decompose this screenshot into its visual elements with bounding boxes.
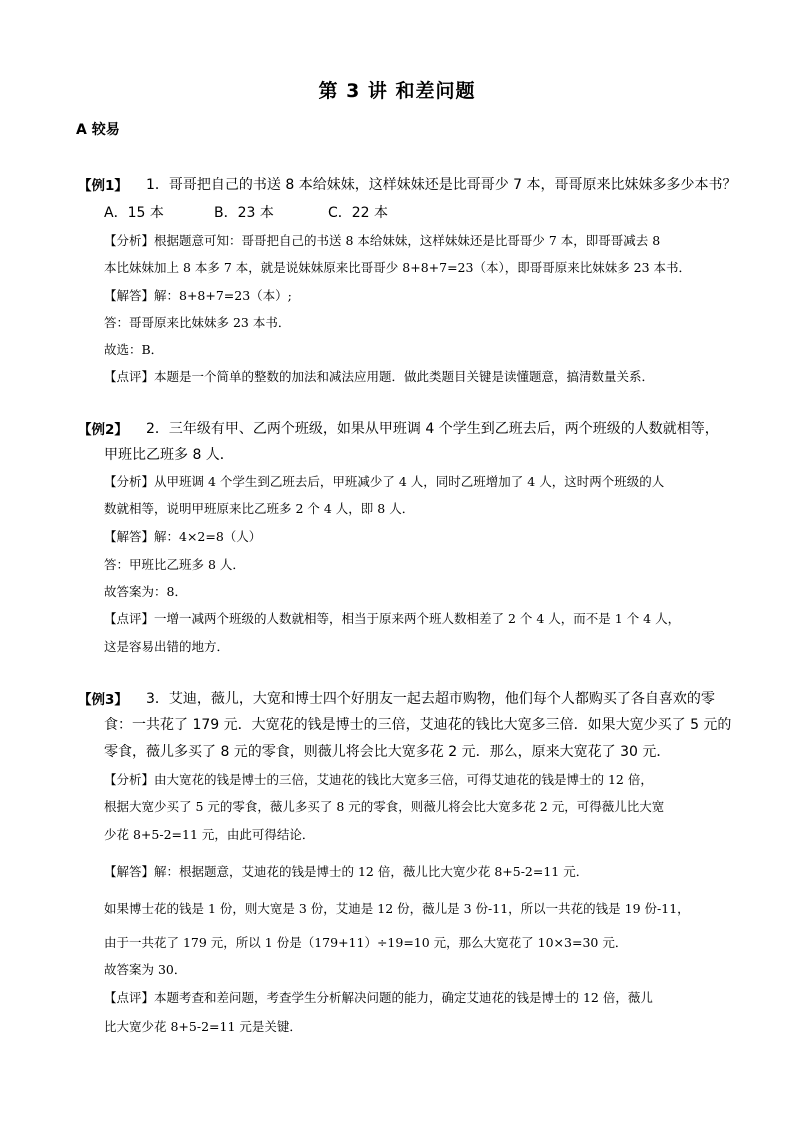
example-1-tag: 【例1】	[78, 178, 128, 194]
solution-line: 【解答】解：8+8+7=23（本）;	[104, 288, 292, 303]
example-2-tag: 【例2】	[78, 422, 128, 438]
analysis-line: 根据大宽少买了 5 元的零食，薇儿多买了 8 元的零食，则薇儿将会比大宽多花 2 元，可得薇儿比大宽	[104, 799, 665, 814]
choice-line: 故选：B．	[104, 342, 164, 357]
analysis-line: 【分析】根据题意可知：哥哥把自己的书送 8 本给妹妹，这样妹妹还是比哥哥少 7 本，即哥哥减去 8	[104, 233, 661, 248]
analysis-line: 【分析】由大宽花的钱是博士的三倍，艾迪花的钱比大宽多三倍，可得艾迪花的钱是博士的 12 倍，	[104, 772, 653, 787]
solution-line: 【解答】解：4×2=8（人）	[104, 529, 262, 544]
example-1-question: 1．哥哥把自己的书送 8 本给妹妹，这样妹妹还是比哥哥少 7 本，哥哥原来比妹妹多多少本书？	[146, 177, 737, 193]
analysis-line: 本比妹妹加上 8 本多 7 本，就是说妹妹原来比哥哥少 8+8+7=23（本），即哥哥原来比妹妹多 23 本书．	[104, 260, 692, 275]
option-c: C．22 本	[328, 205, 389, 221]
example-3-question: 食：一共花了 179 元．大宽花的钱是博士的三倍，艾迪花的钱比大宽多三倍．如果大宽少买了 5 元的	[104, 717, 732, 733]
answer-line: 答：哥哥原来比妹妹多 23 本书．	[104, 315, 291, 330]
solution-line: 如果博士花的钱是 1 份，则大宽是 3 份，艾迪是 12 份，薇儿是 3 份-11，所以一共花的钱是 19 份-11，	[104, 901, 690, 916]
answer-line: 故答案为 30．	[104, 962, 187, 977]
solution-line: 【解答】解：根据题意，艾迪花的钱是博士的 12 倍，薇儿比大宽少花 8+5-2=11 元．	[104, 864, 589, 879]
page-title: 第 3 讲 和差问题	[318, 80, 476, 102]
option-b: B．23 本	[214, 205, 274, 221]
analysis-line: 【分析】从甲班调 4 个学生到乙班去后，甲班减少了 4 人，同时乙班增加了 4 人，这时两个班级的人	[104, 474, 665, 489]
example-3-tag: 【例3】	[78, 692, 128, 708]
comment-line: 【点评】一增一减两个班级的人数就相等，相当于原来两个班人数相差了 2 个 4 人，而不是 1 个 4 人，	[104, 611, 681, 626]
option-a: A．15 本	[104, 205, 164, 221]
comment-line: 【点评】本题是一个简单的整数的加法和减法应用题．做此类题目关键是读懂题意，搞清数量关系．	[104, 369, 655, 384]
example-3-question: 零食，薇儿多买了 8 元的零食，则薇儿将会比大宽多花 2 元．那么，原来大宽花了 30 元．	[104, 744, 671, 760]
comment-line: 这是容易出错的地方．	[104, 639, 230, 654]
example-2-question: 2．三年级有甲、乙两个班级，如果从甲班调 4 个学生到乙班去后，两个班级的人数就相等，	[146, 421, 719, 437]
comment-line: 比大宽少花 8+5-2=11 元是关键．	[104, 1019, 302, 1034]
section-heading: A 较易	[76, 122, 120, 138]
comment-line: 【点评】本题考查和差问题，考查学生分析解决问题的能力，确定艾迪花的钱是博士的 12 倍，薇儿	[104, 990, 653, 1005]
answer-line: 故答案为：8．	[104, 584, 187, 599]
solution-line: 由于一共花了 179 元，所以 1 份是（179+11）÷19=10 元，那么大宽花了 10×3=30 元．	[104, 935, 628, 950]
analysis-line: 数就相等，说明甲班原来比乙班多 2 个 4 人，即 8 人．	[104, 501, 415, 516]
analysis-line: 少花 8+5-2=11 元，由此可得结论．	[104, 827, 315, 842]
answer-line: 答：甲班比乙班多 8 人．	[104, 557, 245, 572]
example-2-question: 甲班比乙班多 8 人．	[104, 447, 234, 463]
example-3-question: 3．艾迪，薇儿，大宽和博士四个好朋友一起去超市购物，他们每个人都购买了各自喜欢的零	[146, 691, 715, 707]
